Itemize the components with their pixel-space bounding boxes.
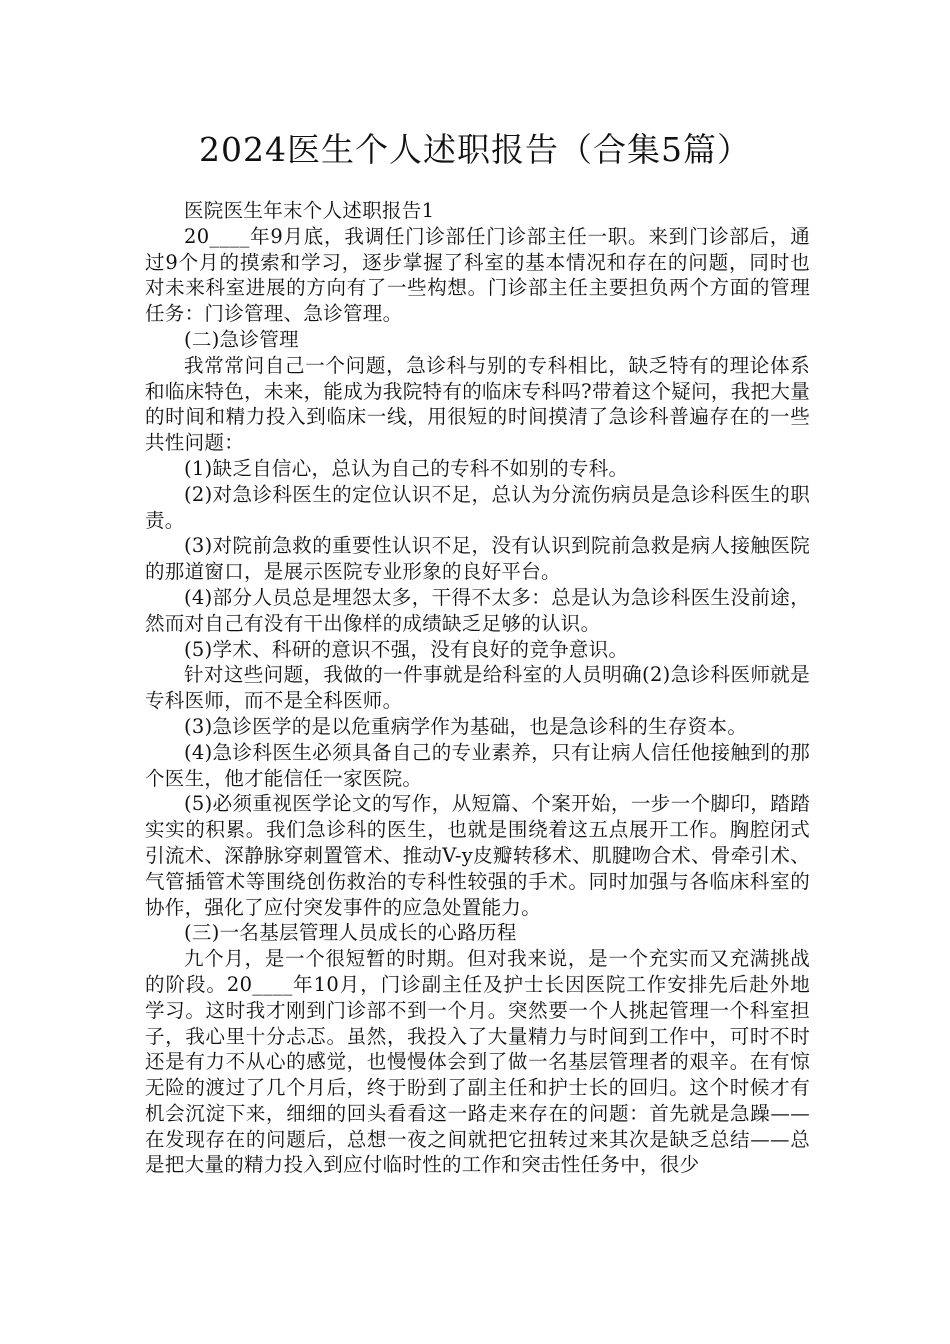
section-heading: 医院医生年末个人述职报告1 [184,199,435,222]
document-body [145,198,810,1178]
document-title: 2024医生个人述职报告（合集5篇） [199,130,751,169]
list-item: (3)对院前急救的重要性认识不足，没有认识到院前急救是病人接触医院的那道窗口，是展示医院专业形象的良好平台。 [145,534,810,584]
paragraph: 20____年9月底，我调任门诊部任门诊部主任一职。来到门诊部后，通过9个月的摸索和学习，逐步掌握了科室的基本情况和存在的问题，同时也对未来科室进展的方向有了一些构想。门诊部主任主要担负两个方面的管理任务：门诊管理、急诊管理。 [145,224,810,326]
list-item: (5)必须重视医学论文的写作，从短篇、个案开始，一步一个脚印，踏踏实实的积累。我们急诊科的医生，也就是围绕着这五点展开工作。胸腔闭式引流术、深静脉穿刺置管术、推动V-y皮瓣转移术、肌腱吻合术、骨牵引术、气管插管术等围绕创伤救治的专科性较强的手术。同时加强与各临床科室的协作，强化了应付突发事件的应急处置能力。 [145,792,810,919]
paragraph: 九个月，是一个很短暂的时期。但对我来说，是一个充实而又充满挑战的阶段。20____年10月，门诊副主任及护士长因医院工作安排先后赴外地学习。这时我才刚到门诊部不到一个月。突然要一个人挑起管理一个科室担子，我心里十分忐忑。虽然，我投入了大量精力与时间到工作中，可时不时还是有力不从心的感觉，也慢慢体会到了做一名基层管理者的艰辛。在有惊无险的渡过了几个月后，终于盼到了副主任和护士长的回归。这个时候才有机会沉淀下来，细细的回头看看这一路走来存在的问题：首先就是急躁——在发现存在的问题后，总想一夜之间就把它扭转过来其次是缺乏总结——总是把大量的精力投入到应付临时性的工作和突击性任务中，很少 [145,947,810,1177]
subsection-heading: (三)一名基层管理人员成长的心路历程 [184,921,517,945]
list-item: (3)急诊医学的是以危重病学作为基础，也是急诊科的生存资本。 [184,714,748,738]
paragraph: 我常常问自己一个问题，急诊科与别的专科相比，缺乏特有的理论体系和临床特色，未来，能成为我院特有的临床专科吗?带着这个疑问，我把大量的时间和精力投入到临床一线，用很短的时间摸清了急诊科普遍存在的一些共性问题： [145,353,810,455]
list-item: (2)对急诊科医生的定位认识不足，总认为分流伤病员是急诊科医生的职责。 [145,482,810,532]
paragraph: 针对这些问题，我做的一件事就是给科室的人员明确(2)急诊科医师就是专科医师，而不是全科医师。 [145,663,810,713]
list-item: (5)学术、科研的意识不强，没有良好的竞争意识。 [184,637,629,661]
list-item: (1)缺乏自信心，总认为自己的专科不如别的专科。 [184,456,629,480]
subsection-heading: (二)急诊管理 [184,327,299,351]
list-item: (4)急诊科医生必须具备自己的专业素养，只有让病人信任他接触到的那个医生，他才能信任一家医院。 [145,740,810,790]
list-item: (4)部分人员总是埋怨太多，干得不太多：总是认为急诊科医生没前途，然而对自己有没有干出像样的成绩缺乏足够的认识。 [145,585,810,635]
